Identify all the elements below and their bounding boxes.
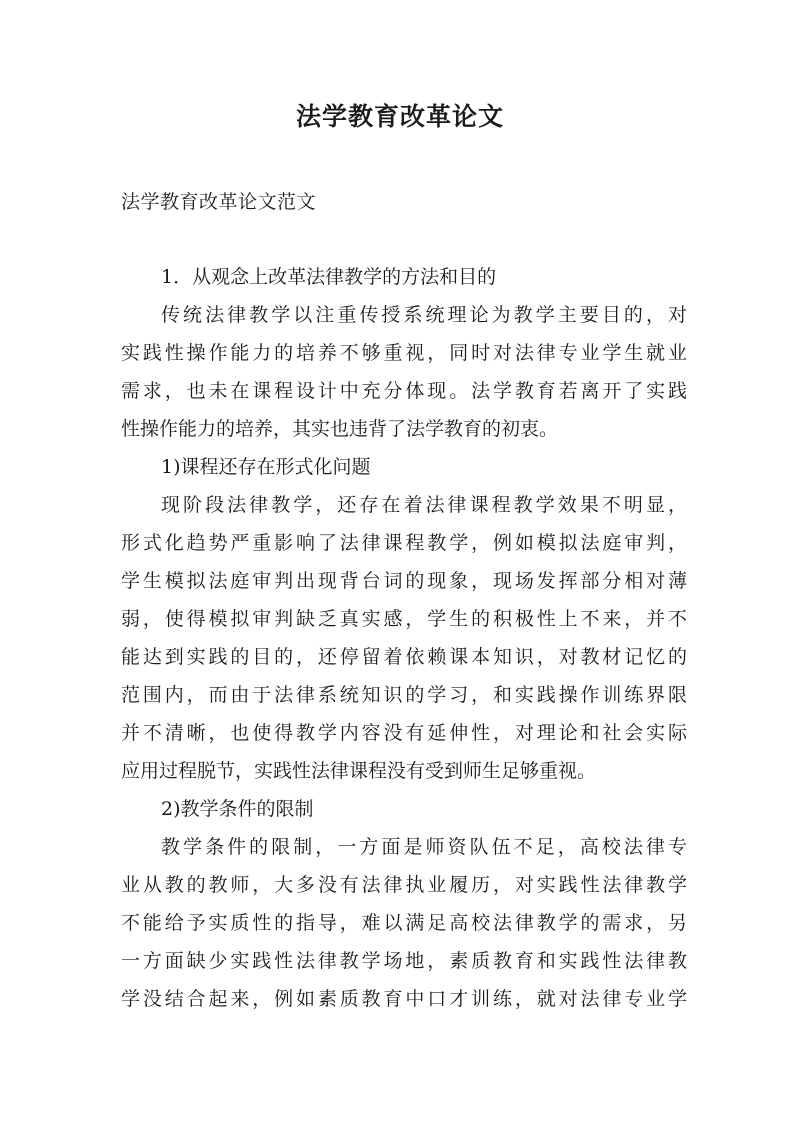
paragraph-line: 形式化趋势严重影响了法律课程教学，例如模拟法庭审判，	[121, 532, 687, 554]
document-subtitle: 法学教育改革论文范文	[121, 191, 317, 213]
paragraph-line: 传统法律教学以注重传授系统理论为教学主要目的，对	[161, 304, 687, 326]
paragraph-line: 学没结合起来，例如素质教育中口才训练，就对法律专业学	[121, 988, 687, 1010]
paragraph-line: 应用过程脱节，实践性法律课程没有受到师生足够重视。	[121, 760, 597, 782]
paragraph-line: 弱，使得模拟审判缺乏真实感，学生的积极性上不来，并不	[121, 608, 687, 630]
paragraph-line: 业从教的教师，大多没有法律执业履历，对实践性法律教学	[121, 874, 687, 896]
paragraph-line: 能达到实践的目的，还停留着依赖课本知识，对教材记忆的	[121, 646, 687, 668]
section-heading: 1．从观念上改革法律教学的方法和目的	[161, 266, 497, 288]
document-title: 法学教育改革论文	[295, 102, 504, 131]
paragraph-line: 不能给予实质性的指导，难以满足高校法律教学的需求，另	[121, 912, 687, 934]
paragraph-line: 性操作能力的培养，其实也违背了法学教育的初衷。	[121, 418, 559, 440]
paragraph-line: 范围内，而由于法律系统知识的学习，和实践操作训练界限	[121, 684, 687, 706]
paragraph-line: 学生模拟法庭审判出现背台词的现象，现场发挥部分相对薄	[121, 570, 687, 592]
paragraph-line: 现阶段法律教学，还存在着法律课程教学效果不明显，	[161, 494, 687, 516]
section-heading: 1)课程还存在形式化问题	[161, 456, 371, 478]
paragraph-line: 教学条件的限制，一方面是师资队伍不足，高校法律专	[161, 836, 687, 858]
paragraph-line: 需求，也未在课程设计中充分体现。法学教育若离开了实践	[121, 380, 687, 402]
document-body	[121, 258, 687, 1018]
paragraph-line: 一方面缺少实践性法律教学场地，素质教育和实践性法律教	[121, 950, 687, 972]
section-heading: 2)教学条件的限制	[161, 798, 314, 820]
paragraph-line: 实践性操作能力的培养不够重视，同时对法律专业学生就业	[121, 342, 687, 364]
paragraph-line: 并不清晰，也使得教学内容没有延伸性，对理论和社会实际	[121, 722, 687, 744]
